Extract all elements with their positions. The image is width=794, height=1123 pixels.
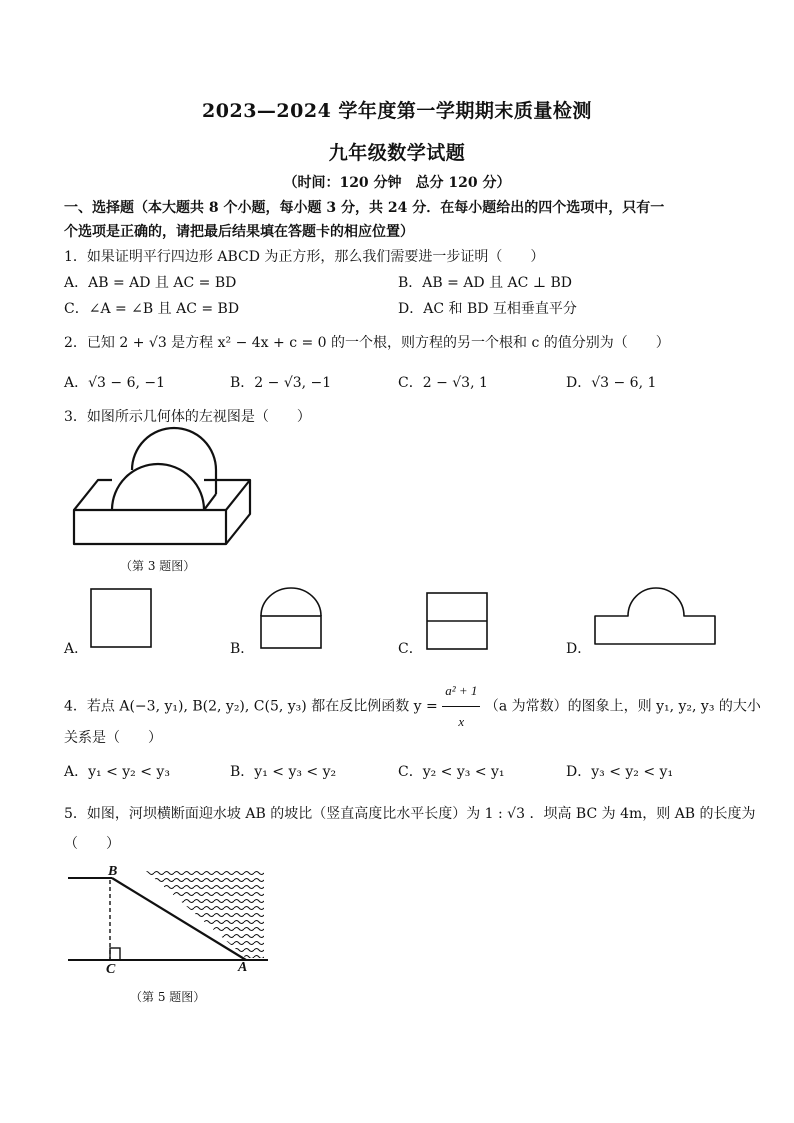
page-title: 2023—2024 学年度第一学期期末质量检测 <box>202 100 592 122</box>
q3-option-c-split-rect <box>426 592 490 654</box>
q5-label-a: A <box>238 960 248 975</box>
exam-info: （时间：120 分钟 总分 120 分） <box>283 175 511 191</box>
q4-fraction <box>442 676 480 737</box>
q1-option-a: A．AB = AD 且 AC = BD <box>64 275 237 291</box>
q5-label-c: C <box>106 962 116 977</box>
q3-option-a-square <box>90 588 154 650</box>
q5-caption: （第 5 题图） <box>130 990 206 1004</box>
q5-stem-line2: （ ） <box>64 836 120 852</box>
q4-stem-line2: 关系是（ ） <box>64 730 162 746</box>
q2-option-d: D．√3 − 6, 1 <box>566 375 657 391</box>
q4-option-a: A．y₁ < y₂ < y₃ <box>64 764 170 780</box>
q4-option-b: B．y₁ < y₃ < y₂ <box>230 764 337 780</box>
q3-option-b-label: B． <box>230 641 255 657</box>
q4-stem <box>64 676 761 737</box>
q3-stem: 3．如图所示几何体的左视图是（ ） <box>64 409 311 425</box>
q4-option-d: D．y₃ < y₂ < y₁ <box>566 764 674 780</box>
q5-label-b: B <box>108 864 118 879</box>
q1-stem: 1．如果证明平行四边形 ABCD 为正方形，那么我们需要进一步证明（ ） <box>64 249 545 265</box>
section-heading-line2: 个选项是正确的，请把最后结果填在答题卡的相应位置） <box>64 224 414 240</box>
q3-solid-figure <box>68 432 268 552</box>
q1-option-c: C．∠A = ∠B 且 AC = BD <box>64 301 240 317</box>
q2-option-b: B．2 − √3, −1 <box>230 375 332 391</box>
q4-fraction-denominator: x <box>458 714 465 729</box>
q2-option-a: A．√3 − 6, −1 <box>64 375 166 391</box>
q3-caption: （第 3 题图） <box>120 559 196 573</box>
q4-stem-pre: 4．若点 A(−3, y₁), B(2, y₂), C(5, y₃) 都在反比例函数 y = <box>64 698 438 715</box>
q3-option-d-label: D． <box>566 641 592 657</box>
q3-option-c-label: C． <box>398 641 423 657</box>
q4-option-c: C．y₂ < y₃ < y₁ <box>398 764 505 780</box>
q5-dam-figure <box>64 862 284 992</box>
q5-stem: 5．如图，河坝横断面迎水坡 AB 的坡比（竖直高度比水平长度）为 1 : √3 ．坝高 BC 为 4m，则 AB 的长度为 <box>64 806 756 822</box>
q3-option-a-label: A． <box>64 641 89 657</box>
page-subtitle: 九年级数学试题 <box>328 142 466 164</box>
q1-option-d: D．AC 和 BD 互相垂直平分 <box>398 301 577 317</box>
q2-stem: 2．已知 2 + √3 是方程 x² − 4x + c = 0 的一个根，则方程的另一个根和 c 的值分别为（ ） <box>64 335 670 351</box>
q3-option-b-dome-rect <box>260 586 324 652</box>
q4-stem-post: （a 为常数）的图象上，则 y₁, y₂, y₃ 的大小 <box>484 698 761 715</box>
section-heading-line1: 一、选择题（本大题共 8 个小题，每小题 3 分，共 24 分．在每小题给出的四个选项中，只有一 <box>64 200 665 216</box>
q2-option-c: C．2 − √3, 1 <box>398 375 488 391</box>
q1-option-b: B．AB = AD 且 AC ⊥ BD <box>398 275 572 291</box>
q3-option-d-bump-rect <box>594 586 718 648</box>
q4-fraction-numerator: a² + 1 <box>442 676 480 707</box>
